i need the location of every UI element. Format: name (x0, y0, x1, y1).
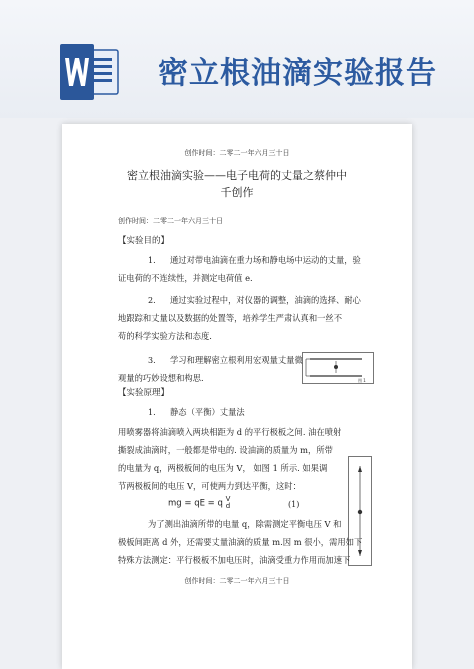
creation-time-footer: 创作时间：二零二一年六月三十日 (184, 577, 290, 585)
item-number: 2. (148, 296, 156, 305)
document-title (102, 167, 372, 201)
document-page (62, 124, 412, 669)
equation-fraction (226, 496, 231, 510)
body-line-3: 的电量为 q，两极板间的电压为 V， 如图 1 所示. 如果调 (118, 463, 328, 473)
item-text: 通过实验过程中，对仪器的调整，油滴的选择、耐心 (170, 295, 361, 305)
item-text: 静态（平衡）丈量法 (170, 407, 245, 417)
body-line-6: 极板间距离 d 外，还需要丈量油滴的质量 m.因 m 很小，需用如下 (118, 537, 363, 547)
document-banner (0, 0, 474, 118)
item-number: 3. (148, 356, 156, 365)
body-line-1: 用喷雾器将油滴喷入两块相距为 d 的平行极板之间. 油在喷射 (118, 427, 342, 437)
word-document-icon (58, 44, 120, 100)
purpose-item-1 (148, 252, 361, 270)
body-line-4: 节两极板间的电压 V，可使两力到达平衡，这时： (118, 481, 301, 491)
creation-time-header: 创作时间：二零二一年六月三十日 (184, 149, 290, 157)
principle-method-1 (148, 404, 245, 422)
purpose-item-2-cont-2: 苟的科学实验方法和态度. (118, 331, 212, 341)
body-line-2: 撕裂成油滴时，一般都是带电的. 设油滴的质量为 m，所带 (118, 445, 333, 455)
purpose-item-2-cont: 地跟踪和丈量以及数据的处置等，培养学生严肃认真和一丝不 (118, 313, 343, 323)
creation-time-line: 创作时间：二零二一年六月三十日 (118, 217, 223, 225)
title-line-2: 千创作 (220, 186, 254, 199)
body-line-5: 为了测出油滴所带的电量 q，除需测定平衡电压 V 和 (148, 519, 342, 529)
purpose-item-2 (148, 292, 361, 310)
item-text: 学习和理解密立根利用宏观量丈量微 (170, 355, 303, 365)
section-heading-purpose: 【实验目的】 (118, 236, 170, 246)
purpose-item-3-cont: 观量的巧妙设想和构思. (118, 373, 204, 383)
body-line-7: 特殊方法测定：平行极板不加电压时，油滴受重力作用而加速下 (118, 555, 351, 565)
fraction-denominator: d (225, 502, 231, 510)
purpose-item-3 (148, 352, 303, 370)
section-heading-principle: 【实验原理】 (118, 388, 170, 398)
item-number: 1. (148, 256, 156, 265)
equation-number: (1) (288, 500, 300, 509)
item-text: 通过对带电油滴在重力场和静电场中运动的丈量，验 (170, 255, 361, 265)
equation-1 (168, 496, 230, 510)
fraction-numerator: V (225, 495, 231, 503)
equation-lhs: mg = qE = q (168, 498, 223, 509)
purpose-item-1-cont: 证电荷的不连续性，并测定电荷值 e. (118, 273, 253, 283)
figure-1-label: 图 1 (358, 378, 366, 383)
title-line-1: 密立根油滴实验——电子电荷的丈量之蔡仲中 (127, 169, 347, 182)
item-number: 1. (148, 408, 156, 417)
figure-1-apparatus (302, 352, 374, 384)
banner-title: 密立根油滴实验报告 (158, 56, 437, 91)
